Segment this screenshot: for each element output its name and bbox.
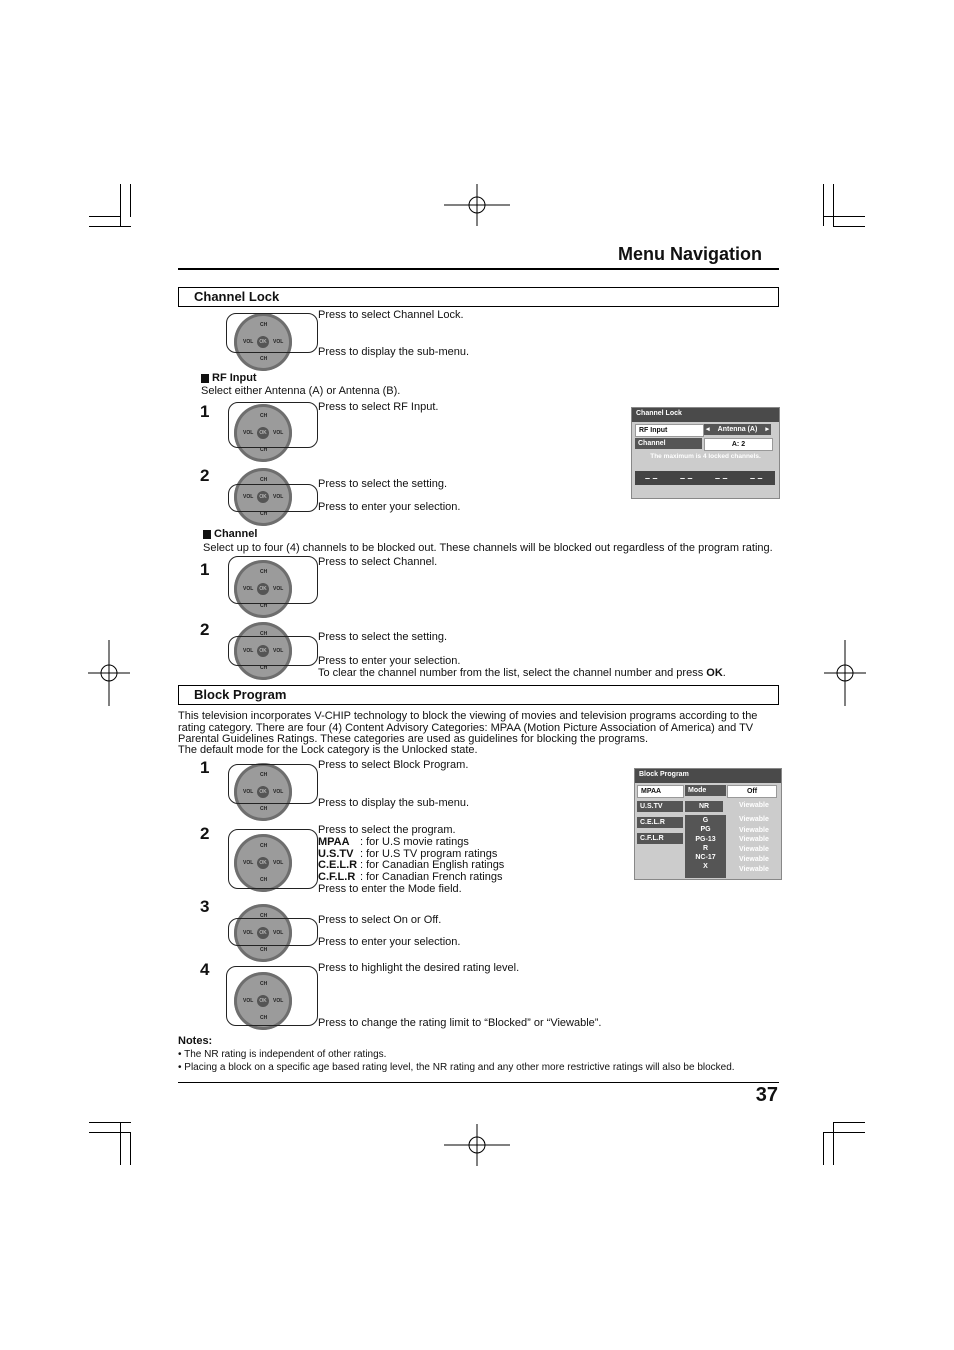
crop-mark xyxy=(823,216,865,217)
category-ustv[interactable]: U.S.TV xyxy=(637,801,683,812)
crop-mark xyxy=(130,184,131,217)
ch-label: CH xyxy=(260,772,268,778)
mode-label: Mode xyxy=(685,785,726,796)
screen-header: Channel Lock xyxy=(632,408,779,422)
instruction-text: Press to select RF Input. xyxy=(318,401,439,413)
step-number: 1 xyxy=(200,758,210,777)
vol-label: VOL xyxy=(243,430,254,436)
crop-mark xyxy=(89,1132,131,1133)
description-text: Select either Antenna (A) or Antenna (B). xyxy=(201,385,401,397)
instruction-text: Press to select the setting. xyxy=(318,478,448,490)
crop-mark xyxy=(833,1122,834,1165)
description-text: Select up to four (4) channels to be blocked out. These channels will be blocked out regardless of the program rating. xyxy=(203,542,773,554)
section-heading: Block Program xyxy=(194,687,287,702)
ch-label: CH xyxy=(260,1015,268,1021)
instruction-text: Press to select On or Off. xyxy=(318,914,442,926)
section-heading: Channel Lock xyxy=(194,289,280,304)
registration-mark xyxy=(88,640,130,706)
ch-label: CH xyxy=(260,981,268,987)
subheading-channel: Channel xyxy=(214,528,258,540)
callout-bracket xyxy=(228,636,318,666)
ok-button-icon: OK xyxy=(257,427,269,439)
ch-label: CH xyxy=(260,447,268,453)
ch-label: CH xyxy=(260,947,268,953)
intro-line: This television incorporates V-CHIP technology to block the viewing of movies and television programs according to the xyxy=(178,710,758,722)
ch-label: CH xyxy=(260,913,268,919)
status-item[interactable]: Viewable xyxy=(739,826,769,834)
step-number: 2 xyxy=(200,466,210,485)
vol-label: VOL xyxy=(243,339,254,345)
mode-value[interactable]: Off xyxy=(727,785,777,798)
clear-instruction-end: . xyxy=(722,667,726,679)
crop-mark xyxy=(823,1132,865,1133)
arrow-left-icon: ◂ xyxy=(706,426,710,433)
vol-label: VOL xyxy=(243,648,254,654)
vol-label: VOL xyxy=(273,860,284,866)
vol-label: VOL xyxy=(243,930,254,936)
intro-line: rating category. There are four (4) Content Advisory Categories: MPAA (Motion Picture Association of America) and TV xyxy=(178,722,754,734)
bullet-square-icon xyxy=(203,530,211,539)
instruction-text: Press to change the rating limit to “Blocked” or “Viewable”. xyxy=(318,1017,602,1029)
ok-button-icon: OK xyxy=(257,491,269,503)
locked-channel-slots xyxy=(635,471,775,485)
rating-item[interactable]: X xyxy=(703,863,708,871)
info-text: The maximum is 4 locked channels. xyxy=(650,453,761,460)
channel-slot[interactable]: – – xyxy=(750,473,763,483)
registration-mark xyxy=(444,1124,510,1166)
vol-label: VOL xyxy=(273,789,284,795)
crop-mark xyxy=(833,226,865,227)
instruction-text: Press to enter your selection. xyxy=(318,936,461,948)
instruction-text: Press to select Channel. xyxy=(318,556,438,568)
channel-slot[interactable]: – – xyxy=(715,473,728,483)
rating-item[interactable]: PG-13 xyxy=(695,835,716,843)
step-number: 4 xyxy=(200,960,210,979)
category-mpaa[interactable]: MPAA xyxy=(637,785,684,798)
callout-bracket xyxy=(228,829,318,889)
note-item: • Placing a block on a specific age based rating level, the NR rating and any other more restrictive ratings will also be blocked. xyxy=(178,1062,735,1073)
clear-instruction: To clear the channel number from the list, select the channel number and press xyxy=(318,667,707,679)
callout-bracket xyxy=(228,402,318,448)
ch-label: CH xyxy=(260,569,268,575)
registration-mark xyxy=(444,184,510,226)
ch-label: CH xyxy=(260,477,268,483)
category-key: C.E.L.R xyxy=(318,859,358,871)
crop-mark xyxy=(89,226,131,227)
callout-bracket xyxy=(228,918,318,946)
section-block-program xyxy=(178,685,779,705)
rf-input-value[interactable] xyxy=(704,424,771,435)
instruction-text: Press to enter your selection. xyxy=(318,655,461,667)
rating-item[interactable]: R xyxy=(702,844,709,852)
category-desc: : for Canadian French ratings xyxy=(360,871,503,883)
intro-line: Parental Guidelines Ratings. These categories are used as guidelines for blocking the programs. xyxy=(178,733,649,745)
category-celr[interactable]: C.E.L.R xyxy=(637,817,683,828)
note-text: Placing a block on a specific age based rating level, the NR rating and any other more restrictive ratings will also be blocked. xyxy=(184,1062,735,1073)
ok-key-label: OK xyxy=(706,667,723,679)
crop-mark xyxy=(833,184,834,226)
channel-slot[interactable]: – – xyxy=(645,473,658,483)
channel-lock-screen xyxy=(631,407,780,499)
rating-item[interactable]: G xyxy=(702,817,709,824)
status-item[interactable]: Viewable xyxy=(739,865,769,873)
section-channel-lock xyxy=(178,287,779,307)
ok-button-icon: OK xyxy=(257,786,269,798)
category-cflr[interactable]: C.F.L.R xyxy=(637,833,683,844)
footer-rule xyxy=(178,1082,779,1083)
vol-label: VOL xyxy=(243,494,254,500)
callout-bracket xyxy=(228,764,318,804)
registration-mark xyxy=(824,640,866,706)
vol-label: VOL xyxy=(243,586,254,592)
rf-input-label[interactable]: RF Input xyxy=(635,424,704,437)
vol-label: VOL xyxy=(273,339,284,345)
ok-button-icon: OK xyxy=(257,645,269,657)
category-desc: : for U.S movie ratings xyxy=(360,836,469,848)
vol-label: VOL xyxy=(273,430,284,436)
instruction-text: Press to select the program. xyxy=(318,824,456,836)
crop-mark xyxy=(833,1122,865,1123)
ok-button-icon: OK xyxy=(257,857,269,869)
block-program-screen xyxy=(634,768,782,880)
status-list xyxy=(739,801,769,875)
status-item[interactable]: Viewable xyxy=(739,815,769,823)
ch-label: CH xyxy=(260,631,268,637)
crop-mark xyxy=(89,1122,131,1123)
vol-label: VOL xyxy=(273,648,284,654)
step-number: 2 xyxy=(200,824,210,843)
step-number: 1 xyxy=(200,402,210,421)
ch-label: CH xyxy=(260,356,268,362)
arrow-right-icon: ▸ xyxy=(765,426,769,433)
ch-label: CH xyxy=(260,665,268,671)
ok-button-icon: OK xyxy=(257,583,269,595)
instruction-text: Press to display the sub-menu. xyxy=(318,797,470,809)
vol-label: VOL xyxy=(273,586,284,592)
note-item: • The NR rating is independent of other ratings. xyxy=(178,1049,387,1060)
instruction-text: Press to select Channel Lock. xyxy=(318,309,464,321)
status-item[interactable]: Viewable xyxy=(739,855,769,863)
ok-button-icon: OK xyxy=(257,995,269,1007)
ch-label: CH xyxy=(260,511,268,517)
ch-label: CH xyxy=(260,877,268,883)
instruction-text xyxy=(318,667,726,680)
instruction-text: Press to select Block Program. xyxy=(318,759,469,771)
crop-mark xyxy=(120,1122,121,1165)
channel-slot[interactable]: – – xyxy=(680,473,693,483)
rating-nr[interactable]: NR xyxy=(685,801,723,812)
status-item[interactable]: Viewable xyxy=(739,836,769,844)
ch-label: CH xyxy=(260,603,268,609)
crop-mark xyxy=(130,1132,131,1165)
vol-label: VOL xyxy=(243,998,254,1004)
category-key: MPAA xyxy=(318,836,350,848)
category-key: C.F.L.R xyxy=(318,871,356,883)
category-desc: : for Canadian English ratings xyxy=(360,859,505,871)
header-rule xyxy=(178,268,779,270)
vol-label: VOL xyxy=(273,930,284,936)
callout-bracket xyxy=(226,966,318,1026)
note-text: The NR rating is independent of other ratings. xyxy=(184,1049,387,1060)
instruction-text: Press to enter the Mode field. xyxy=(318,883,462,895)
channel-label[interactable]: Channel xyxy=(635,438,702,449)
vol-label: VOL xyxy=(243,789,254,795)
instruction-text: Press to highlight the desired rating level. xyxy=(318,962,520,974)
vol-label: VOL xyxy=(273,998,284,1004)
callout-bracket xyxy=(228,484,318,512)
callout-bracket xyxy=(228,556,318,604)
ch-label: CH xyxy=(260,843,268,849)
rating-item[interactable]: PG xyxy=(700,826,711,834)
crop-mark xyxy=(823,1132,824,1165)
category-desc: : for U.S TV program ratings xyxy=(360,848,498,860)
instruction-text: Press to display the sub-menu. xyxy=(318,346,470,358)
status-item[interactable]: Viewable xyxy=(739,802,769,809)
crop-mark xyxy=(89,216,121,217)
instruction-text: Press to select the setting. xyxy=(318,631,448,643)
crop-mark xyxy=(823,184,824,226)
ch-label: CH xyxy=(260,322,268,328)
vol-label: VOL xyxy=(243,860,254,866)
ok-button-icon: OK xyxy=(257,336,269,348)
subheading-rf-input: RF Input xyxy=(212,372,257,384)
instruction-text: Press to enter your selection. xyxy=(318,501,461,513)
rf-input-value-text: Antenna (A) xyxy=(717,426,758,433)
page-title: Menu Navigation xyxy=(617,244,762,264)
step-number: 3 xyxy=(200,897,210,916)
step-number: 1 xyxy=(200,560,210,579)
step-number: 2 xyxy=(200,620,210,639)
crop-mark xyxy=(120,184,121,226)
ok-button-icon: OK xyxy=(257,927,269,939)
page-number: 37 xyxy=(755,1084,778,1106)
bullet-square-icon xyxy=(201,374,209,383)
intro-line: The default mode for the Lock category is the Unlocked state. xyxy=(178,744,478,756)
screen-header: Block Program xyxy=(635,769,781,783)
ch-label: CH xyxy=(260,806,268,812)
rating-list xyxy=(685,815,726,878)
rating-item[interactable]: NC-17 xyxy=(695,854,716,862)
channel-value[interactable]: A: 2 xyxy=(704,438,773,451)
ch-label: CH xyxy=(260,413,268,419)
vol-label: VOL xyxy=(273,494,284,500)
callout-bracket xyxy=(226,313,318,353)
status-item[interactable]: Viewable xyxy=(739,846,769,854)
category-key: U.S.TV xyxy=(318,848,354,860)
notes-title: Notes: xyxy=(178,1035,213,1047)
